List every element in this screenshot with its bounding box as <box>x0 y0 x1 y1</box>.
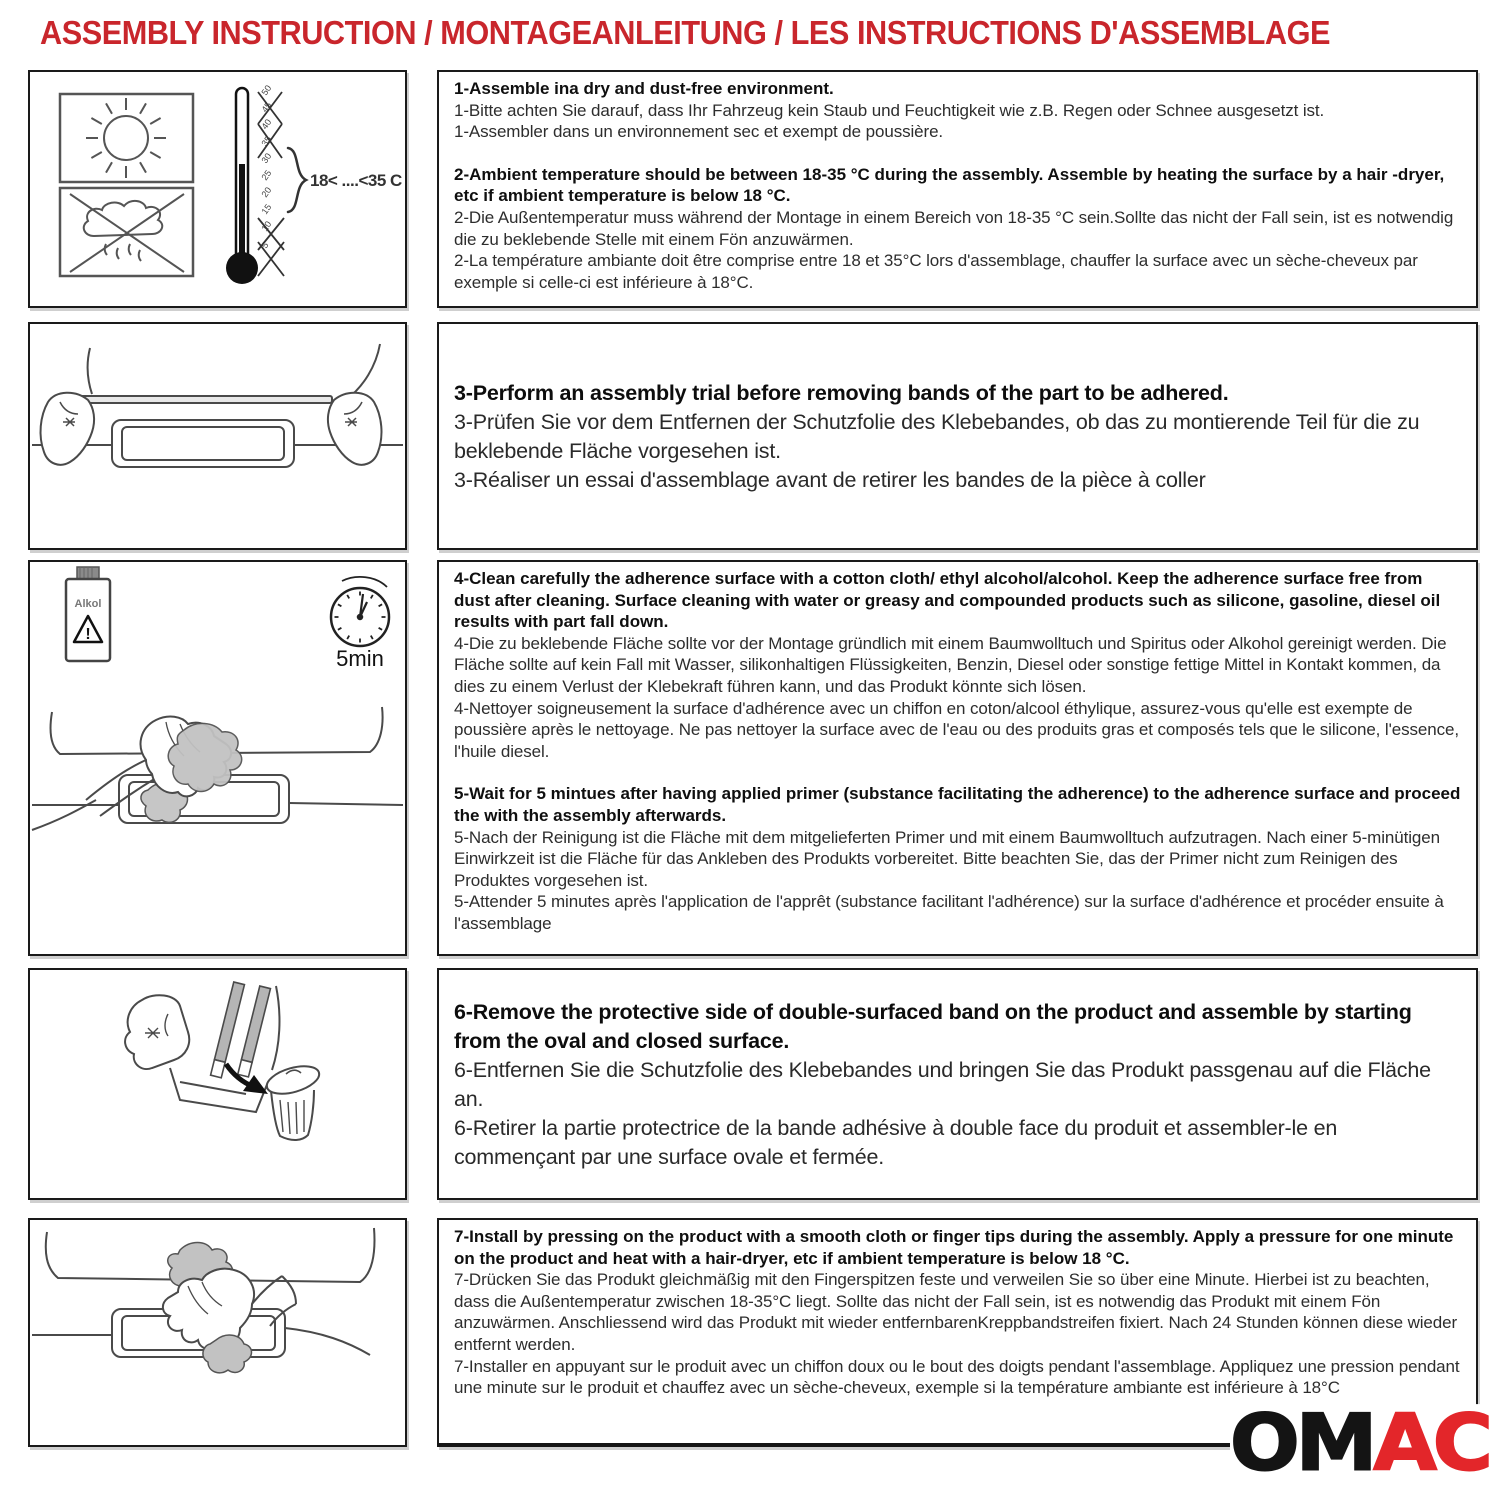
thermometer-tick: 30 <box>259 151 274 166</box>
remove-band-illustration <box>30 970 405 1198</box>
thermometer-tick: 15 <box>259 202 274 217</box>
thermometer-icon <box>226 83 306 284</box>
illustration-box-cleaning <box>28 560 407 956</box>
instruction-paragraph: 3-Prüfen Sie vor dem Entfernen der Schutzfolie des Klebebandes, ob das zu montierende Teil für die zu beklebende Fläche vorgesehen ist. <box>454 410 1420 463</box>
strip-end-right <box>346 344 380 400</box>
peeling-hand-icon <box>125 995 189 1069</box>
cleaning-illustration <box>30 562 405 954</box>
page-title: ASSEMBLY INSTRUCTION / MONTAGEANLEITUNG / LES INSTRUCTIONS D'ASSEMBLAGE <box>40 14 1331 51</box>
instruction-paragraph: 6-Remove the protective side of double-surfaced band on the product and assemble by starting from the oval and closed surface. <box>454 1000 1412 1053</box>
omac-logo-red-letters: AC <box>1373 1398 1489 1489</box>
crossed-range-marks <box>258 92 284 276</box>
footer-rule <box>437 1443 1237 1447</box>
instruction-paragraph: 1-Assemble ina dry and dust-free environment. <box>454 79 834 98</box>
strip-end-left <box>88 348 92 394</box>
thermometer-tick: 35 <box>259 134 274 149</box>
instruction-paragraph: 3-Réaliser un essai d'assemblage avant de retirer les bandes de la pièce à coller <box>454 468 1206 492</box>
thermometer-tick: 40 <box>259 117 274 132</box>
instruction-paragraph: 5-Attender 5 minutes après l'application de l'apprêt (substance facilitant l'adhérence) sur la surface d'adhérence et procéder ensuite à l'assemblage <box>454 892 1444 933</box>
instruction-paragraph: 7-Drücken Sie das Produkt gleichmäßig mit den Fingerspitzen feste und verweilen Sie so über eine Minute. Hierbei ist zu beachten, dass die Außentemperatur zwischen 18-35°C liegt. Sollte das nicht der Fall sein, ist es notwendig das Produkt mit einem Fön anzuwärmen. Anschliessend wird das Produkt mit wieder entfernbarenKreppbandstreifen fixiert. Nach 24 Stunden können diese wieder entfernt werden. <box>454 1270 1458 1354</box>
environment-illustration <box>30 72 405 306</box>
instruction-paragraph: 6-Retirer la partie protectrice de la bande adhésive à double face du produit et assembler-le en commençant par une surface ovale et fermée. <box>454 1116 1338 1169</box>
instruction-paragraph: 6-Entfernen Sie die Schutzfolie des Klebebandes und bringen Sie das Produkt passgenau auf die Fläche an. <box>454 1058 1431 1111</box>
instruction-text-cleaning <box>437 560 1478 956</box>
instruction-text-environment <box>437 70 1478 308</box>
thermometer-tick: 5 <box>259 240 271 251</box>
bottle-label: Alkol <box>74 598 102 610</box>
press-install-illustration <box>30 1220 405 1445</box>
clock-icon <box>331 577 389 646</box>
adhesive-strips <box>211 982 271 1078</box>
alcohol-bottle-icon <box>66 567 110 661</box>
trim-strip <box>74 396 332 403</box>
instruction-paragraph: 3-Perform an assembly trial before removing bands of the part to be adhered. <box>454 381 1229 405</box>
thermometer-tick: 45 <box>259 100 274 115</box>
trial-fit-illustration <box>30 324 405 548</box>
thermometer-tick: 50 <box>259 83 274 98</box>
illustration-box-remove-band <box>28 968 407 1200</box>
no-rain-icon <box>70 194 184 272</box>
svg-text:!: ! <box>85 626 91 643</box>
wait-time-label: 5min <box>336 646 384 671</box>
instruction-paragraph: 5-Nach der Reinigung ist die Fläche mit dem mitgelieferten Primer und mit einem Baumwolltuch aufzutragen. Nach einer 5-minütigen Einwirkzeit ist die Fläche für das Ankleben des Produkts vorbereitet. Bitte beachten Sie, das der Primer nicht zum Reinigen des Produktes vorgesehen ist. <box>454 827 1440 890</box>
instruction-paragraph: 2-Die Außentemperatur muss während der Montage in einem Bereich von 18-35 °C sein.Sollte das nicht der Fall sein, ist es notwendig die zu beklebende Stelle mit einem Fön anzuwärmen. <box>454 207 1454 249</box>
range-brace <box>288 148 306 212</box>
instruction-paragraph: 4-Die zu beklebende Fläche sollte vor der Montage gründlich mit einem Baumwolltuch und Spiritus oder Alkohol gereinigt werden. Die Fläche sollte auf kein Fall mit Wasser, silikonhaltigen Flüssigkeiten, Benzin, Diesel oder sonstige fettige Mittel in Kontakt kommen, da dies zu einem Verlust der Klebekraft führen kann, und das Produkt könnte sich lösen. <box>454 633 1447 696</box>
right-hand-icon <box>328 393 382 465</box>
thermometer-tick: 20 <box>259 185 274 200</box>
instruction-paragraph: 1-Bitte achten Sie darauf, dass Ihr Fahrzeug kein Staub und Feuchtigkeit wie z.B. Regen oder Schnee ausgesetzt ist. <box>454 100 1325 120</box>
instruction-paragraph: 2-La température ambiante doit être comprise entre 18 et 35°C lors d'assemblage, chauffer la surface avec un sèche-cheveux par exemple si celle-ci est inférieure à 18°C. <box>454 251 1418 292</box>
illustration-box-trial-fit <box>28 322 407 550</box>
instruction-paragraph: 7-Install by pressing on the product with a smooth cloth or finger tips during the assembly. Apply a pressure for one minute on the product and heat with a hair-dryer, etc if ambient temperature is below 18 °C. <box>454 1227 1454 1268</box>
thermometer-tick: 25 <box>259 168 274 183</box>
trailing-line <box>285 1328 370 1355</box>
left-hand-icon <box>41 393 95 465</box>
instruction-paragraph: 5-Wait for 5 mintues after having applied primer (substance facilitating the adherence) to the adherence surface and proceed the with the assembly afterwards. <box>454 784 1461 825</box>
instruction-text-trial <box>437 322 1478 550</box>
temperature-range-label: 18< ....<35 C <box>310 171 402 190</box>
illustration-box-press <box>28 1218 407 1447</box>
instruction-paragraph: 4-Nettoyer soigneusement la surface d'adhérence avec un chiffon en coton/alcool éthylique, assurez-vous qu'elle est exempte de poussière après le nettoyage. Ne pas nettoyer la surface avec de l'eau ou des produits gras et composés tels que le silicone, l'essence, l'huile diesel. <box>454 698 1459 761</box>
thermometer-tick: 10 <box>259 219 274 234</box>
omac-logo <box>1230 1398 1498 1489</box>
illustration-box-environment <box>28 70 407 308</box>
instruction-paragraph: 7-Installer en appuyant sur le produit avec un chiffon doux ou le bout des doigts pendant l'assemblage. Appliquez une pression pendant une minute sur le produit et chauffez avec un sèche-cheveux, exemple si la température ambiante est inférieure à 18°C <box>454 1356 1460 1398</box>
omac-logo-black-letters: OM <box>1230 1398 1374 1489</box>
license-recess <box>112 420 294 467</box>
instruction-paragraph: 4-Clean carefully the adherence surface with a cotton cloth/ ethyl alcohol/alcohol. Keep the adherence surface free from dust after cleaning. Surface cleaning with water or greasy and compounded products such as silicone, gasoline, diesel oil results with part fall down. <box>454 569 1441 632</box>
trash-icon <box>264 1061 323 1140</box>
instruction-paragraph: 2-Ambient temperature should be between 18-35 °C during the assembly. Assemble by heating the surface by a hair -dryer, etc if ambient temperature is below 18 °C. <box>454 164 1445 206</box>
sun-icon <box>86 98 166 178</box>
instruction-text-remove-band <box>437 968 1478 1200</box>
instruction-paragraph: 1-Assembler dans un environnement sec et exempt de poussière. <box>454 122 944 142</box>
